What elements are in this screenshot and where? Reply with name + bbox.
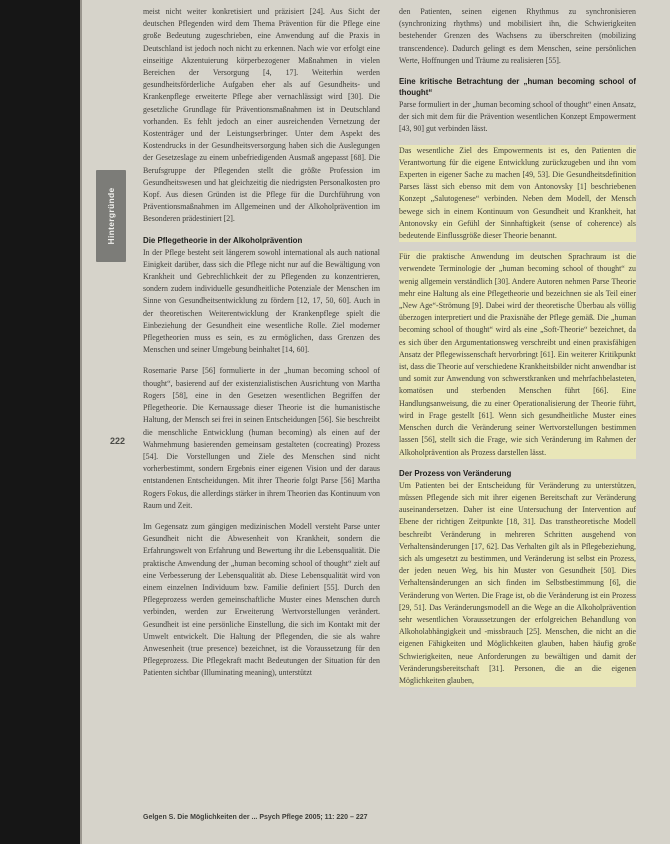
highlighted-paragraph: Das wesentliche Ziel des Empowerments ist es, den Patienten die Verantwortung für die eigene Entwicklung zurückzugeben und ihn vom Experten in eigener Sache zu machen [49, 53]. Die Gesundheitsdefinition Parses lässt sich ebenso mit dem von Antonovsky [1] beschriebenen Konzept „Salutogenese“ verbinden. Neben dem Modell, der Mensch bewege sich in einem Kontinuum von Gesundheit und Krankheit, hat Antonovsky ein Gefühl der Sinnhaftigkeit (sense of coherence) als bedeutende Einflussgröße dieser Theorie benannt. [399,145,636,243]
paragraph: Rosemarie Parse [56] formulierte in der „human becoming school of thought“, basierend auf der existenzialistischen Ausrichtung von Martha Rogers [58], eine in den Gesetzen wesentlichen Begriffen der Pflegetheorie. Die Kernaussage dieser Theorie ist die humanistische Haltung, der Mensch sei frei in seinen Entscheidungen [56]. Sie beschreibt die menschliche Entwicklung (human becoming) als einen auf der Wahrnehmung basierenden gemeinsam gestalteten (cocreating) Prozess [54]. Die Vorstellungen und Ziele des Menschen sind nicht vorherbestimmt, sondern Ergebnis einer eigenen Vision und der daraus entstandenen Entscheidungen. Mit ihrer Theorie folgt Parse [56] Martha Rogers Fokus, die allerdings stärker in ihrem Theorien das Kontinuum von Raum und Zeit. [143,366,380,510]
page-footer [143,814,368,821]
section-side-tab [96,170,126,262]
left-text-column [143,6,380,796]
paragraph: Parse formuliert in der „human becoming school of thought“ einen Ansatz, der sich mit dem für die Prävention wesentlichen Konzept Empowerment [43, 90] gut verbinden lässt. [399,100,636,134]
right-text-column [399,6,636,796]
page-number: 222 [110,436,126,446]
paragraph: den Patienten, seinen eigenen Rhythmus zu synchronisieren (synchronizing rhythms) und mobilisiert ihn, die Schwierigkeiten bestehender Grenzen des Wachsens zu überschreiten (mobilizing transcendence). Dadurch gelingt es dem Menschen, seine persönlichen Werte, Hoffnungen und Träume zu realisieren [55]. [399,7,636,65]
section-side-tab-label: Hintergründe [106,187,116,245]
paragraph: In der Pflege besteht seit längerem sowohl international als auch national Einigkeit darüber, dass sich die Pflege nicht nur auf die Bewältigung von Krankheit und Gebrechlichkeit der zu Pflegenden zu konzentrieren, sondern zudem individuelle gesundheitliche Potenziale der Menschen im Sinne von Gesundheitsentwicklung zu fördern [12, 17, 50, 60]. Auch in der theoretischen Weiterentwicklung der Krankenpflege spielt die Einbeziehung der Gesundheit eine wesentliche Rolle. Ziel moderner Pflegetheorien muss es sein, es zu ermöglichen, dass Grenzen des Menschen und seiner Umgebung beinhaltet [14, 60]. [143,247,380,355]
paragraph: meist nicht weiter konkretisiert und präzisiert [24]. Aus Sicht der deutschen Pflegenden wird dem Thema Prävention für die Pflege eine große Bedeutung zugeschrieben, eine Anwendung auf die Praxis in Deutschland ist jedoch noch nicht zu erkennen. Nach wie vor erfolgt eine einseitige Akzentuierung körperbezogener Maßnahmen in vielen Bereichen der Versorgung [4, 17]. Weiterhin werden gesundheitsförderliche Aufgaben eher als auf Gesundheits- und Krankenpflege erweiterte Pflege aber vernachlässigt wird [30]. Die gesetzliche Grundlage für Präventionsmaßnahmen ist in Deutschland vorhanden. Es fehlt jedoch an einer ausreichenden Vernetzung der Kostenträger und der Leistungserbringer. Unter dem Aspekt des Kostendrucks in der Gesundheitsversorgung haben sich die Auslegungen der Gesetzeslage zu einem unbefriedigenden Ausmaß angepasst [68]. Die Berufsgruppe der Pflegenden stellt die größte Profession im Gesundheitswesen und hat gleichzeitig die niedrigsten Personalkosten pro Kopf. Aus diesen Gründen ist die Pflege für die Durchführung von Präventionsmaßnahmen im Allgemeinen und der Alkoholprävention im Besonderen prädestiniert [2]. [143,7,380,224]
paragraph: Im Gegensatz zum gängigen medizinischen Modell versteht Parse unter Gesundheit nicht die Abwesenheit von Krankheit, sondern die Erfahrungswelt von Erfahrung und Bewertung ihr die Lebensqualität. Die praktische Anwendung der „human becoming school of thought“ zielt auf eine Verbesserung der Lebensqualität ab. Diese Lebensqualität wird von einem einzelnen Individuum bzw. Familie definiert [55]. Durch den Pflegeprozess werden gemeinschaftliche Muster eines Menschen durch verbinden, werden zur Erweiterung Wertvorstellungen verändert. Gesundheit ist eine persönliche Einstellung, die sich im Kontakt mit der Umwelt entwickelt. Die Haltung der Pflegenden, die sie als wahre Anwesenheit (true presence) bezeichnet, ist die Voraussetzung für den Pflegeprozess. Die Pflegekraft macht Bedeutungen der Situation für den Patienten sichtbar (Illuminating meaning), unterstützt [143,521,380,678]
section-heading: Die Pflegetheorie in der Alkoholprävention [143,235,303,245]
highlighted-paragraph: Um Patienten bei der Entscheidung für Veränderung zu unterstützen, müssen Pflegende sich mit ihrer eigenen Bereitschaft zur Veränderung auseinandersetzen. Daher ist eine Untersuchung der Intervention auf Ebene der richtigen Zeitpunkte [18, 31]. Das transtheoretische Modell beschreibt Veränderung in mehreren Schritten ausgehend von Verhaltensänderungen [17, 62]. Das Verhalten gilt als in Pflegebeziehung, sich als umgesetzt zu bestimmen, und Veränderung ist selbst ein Prozess, der jeden neuen Weg, bis hin Muster von Gesundheit [50]. Dies Verhaltensänderungen an sich finden im Selbstbestimmung [6], die Veränderung von Werten. Die Frage ist, ob die Veränderung ist ein Prozess [29, 51]. Das Veränderungsmodell an die Wege an die Alkoholprävention sehr wesentlichen Voraussetzungen der erfolgreichen Behandlung von Alkoholabhängigkeit und -missbrauch [25]. Menschen, die nicht an die eigenen Fähigkeiten und Möglichkeiten glauben, haben häufig große Schwierigkeiten, neue Anforderungen zu bewältigen und damit der Veränderungsbereitschaft [31]. Personen, die an die eigenen Möglichkeiten glauben, [399,480,636,687]
highlighted-paragraph: Für die praktische Anwendung im deutschen Sprachraum ist die verwendete Terminologie der „human becoming school of thought“ zu wenig allgemein verständlich [30]. Andere Autoren nehmen Parse Theorie mehr eine Haltung als eine Pflegetheorie und bezeichnen sie als Teil einer „New Age“-Strömung [9]. Dabei wird der theoretische Überbau als völlig überzogen interpretiert und die Praxisnähe der Pflege gemäß. Die „human becoming school of thought“ wird als eine „Soft-Theorie“ bezeichnet, da es sich über den Argumentationsweg verschreibt und einen praxisfähigen Ansatz der Pflegewissenschaft hervorbringt [61]. Ein weiterer Kritikpunkt ist, dass die Theorie auf verschiedene Krankheitsbilder nicht anwendbar ist und somit zur Anwendung von schwerstkranken und mehrfachbelasteten, komatösen und sterbenden Menschen führt [66]. Eine Handlungsanweisung, die zu einer Operationalisierung der Theorie führt, wird in Frage gestellt [61]. Wenn sich gesundheitliche Muster eines Menschen durch die Veränderung seiner Wertvorstellungen bestimmen lassen [56], stellt sich die Frage, wie sich Veränderung im Rahmen der Alkoholprävention als Prozess darstellen lässt. [399,251,636,458]
section-heading: Eine kritische Betrachtung der „human becoming school of thought“ [399,77,636,98]
footer-authors: Gelgen S. Die Möglichkeiten der ... [143,814,258,821]
footer-journal: Psych Pflege 2005; 11: 220 – 227 [259,814,368,821]
section-heading: Der Prozess von Veränderung [399,468,512,478]
